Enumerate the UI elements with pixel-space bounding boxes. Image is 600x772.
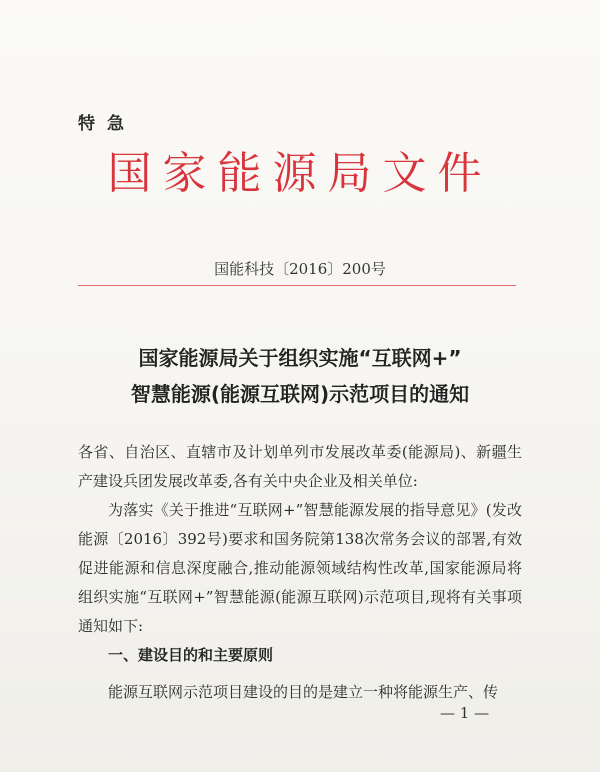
- section-paragraph: 能源互联网示范项目建设的目的是建立一种将能源生产、传: [108, 683, 499, 701]
- page-number: — 1 —: [440, 704, 490, 722]
- document-number: 国能科技〔2016〕200号: [214, 260, 386, 278]
- document-title: [0, 340, 600, 412]
- urgency-label: 特急: [78, 114, 136, 134]
- red-divider: [78, 285, 516, 286]
- issuer-heading: 国家能源局文件: [107, 148, 493, 199]
- title-line-2: 智慧能源(能源互联网)示范项目的通知: [130, 382, 470, 406]
- intro-paragraph: 为落实《关于推进“互联网+”智慧能源发展的指导意见》(发改能源〔2016〕392号)要求和国务院第138次常务会议的部署,有效促进能源和信息深度融合,推动能源领域结构性改革,国家能源局将组织实施“互联网+”智慧能源(能源互联网)示范项目,现将有关事项通知如下:: [78, 501, 522, 635]
- title-line-1: 国家能源局关于组织实施“互联网+”: [138, 346, 462, 370]
- addressee-paragraph: 各省、自治区、直辖市及计划单列市发展改革委(能源局)、新疆生产建设兵团发展改革委,各有关中央企业及相关单位:: [78, 443, 522, 490]
- section-heading: 一、建设目的和主要原则: [108, 646, 274, 664]
